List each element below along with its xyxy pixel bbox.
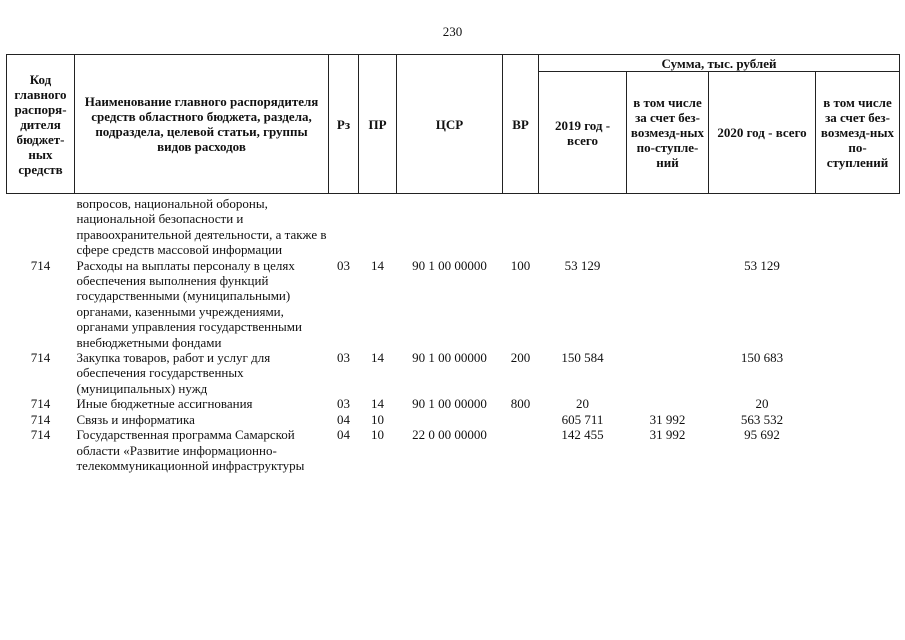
cell-2020-total <box>709 194 816 258</box>
cell-vr <box>503 427 539 473</box>
cell-name: Закупка товаров, работ и услуг для обеспечения государственных (муниципальных) нужд <box>76 350 271 396</box>
cell-rz <box>329 194 359 258</box>
cell-code: 714 <box>30 257 51 273</box>
header-2019-total: 2019 год - всего <box>539 72 627 194</box>
cell-2020-free <box>816 350 900 396</box>
cell-rz: 04 <box>337 411 350 427</box>
cell-2019-total: 605 711 <box>561 411 604 427</box>
cell-code: 714 <box>30 411 51 427</box>
cell-2019-total: 142 455 <box>561 427 604 443</box>
cell-2020-free <box>816 258 900 350</box>
cell-pr: 14 <box>371 396 384 412</box>
cell-2020-total: 53 129 <box>744 257 780 273</box>
cell-rz: 03 <box>337 396 350 412</box>
header-csr: ЦСР <box>397 55 503 194</box>
cell-2020-free <box>816 412 900 427</box>
cell-name: Связь и информатика <box>76 411 195 427</box>
cell-2019-free: 31 992 <box>649 427 686 443</box>
cell-pr: 14 <box>371 257 384 273</box>
cell-2020-total: 20 <box>755 396 769 412</box>
cell-2019-free <box>627 258 709 350</box>
cell-code: 714 <box>30 350 51 366</box>
cell-csr: 90 1 00 00000 <box>412 350 487 366</box>
header-2019-free: в том числе за счет без-возмезд-ных по-ступле-ний <box>627 72 709 194</box>
header-pr: ПР <box>359 55 397 194</box>
table-row <box>7 427 900 473</box>
cell-pr: 10 <box>371 427 384 443</box>
cell-vr: 100 <box>510 257 531 273</box>
cell-code <box>7 194 75 258</box>
cell-pr: 10 <box>371 411 384 427</box>
header-2020-free: в том числе за счет без-возмезд-ных по-ступлений <box>816 72 900 194</box>
table-header <box>7 55 900 194</box>
cell-code: 714 <box>30 396 51 412</box>
cell-2019-free: 31 992 <box>649 411 686 427</box>
cell-rz: 03 <box>337 350 350 366</box>
cell-code: 714 <box>30 427 51 443</box>
cell-2019-total: 20 <box>576 396 589 412</box>
cell-pr: 14 <box>371 350 384 366</box>
table-row <box>7 396 900 411</box>
cell-2020-free <box>816 396 900 411</box>
cell-vr <box>503 412 539 427</box>
cell-csr <box>397 412 503 427</box>
cell-name: Государственная программа Самарской области «Развитие информационно-телекоммуникационной инфраструктуры <box>76 427 305 473</box>
header-sum: Сумма, тыс. рублей <box>539 55 900 72</box>
header-code: Код главного распоря-дителя бюджет-ных средств <box>7 55 75 194</box>
table-row <box>7 194 900 258</box>
cell-csr: 22 0 00 00000 <box>412 427 487 443</box>
budget-table <box>6 54 900 473</box>
cell-name: вопросов, национальной обороны, национальной безопасности и правоохранительной деятельности, а также в сфере средств массовой информации <box>76 196 327 258</box>
cell-2019-free <box>627 350 709 396</box>
cell-csr <box>397 194 503 258</box>
table-row <box>7 258 900 350</box>
page-number: 230 <box>442 24 463 39</box>
cell-2019-free <box>627 396 709 411</box>
cell-2020-free <box>816 427 900 473</box>
cell-vr: 800 <box>510 396 531 412</box>
cell-2019-free <box>627 194 709 258</box>
header-name: Наименование главного распорядителя средств областного бюджета, раздела, подраздела, целевой статьи, группы видов расходов <box>75 55 329 194</box>
cell-2020-total: 95 692 <box>744 427 780 443</box>
cell-pr <box>359 194 397 258</box>
header-2020-total: 2020 год - всего <box>709 72 816 194</box>
cell-vr <box>503 194 539 258</box>
cell-rz: 03 <box>337 257 350 273</box>
cell-name: Расходы на выплаты персоналу в целях обеспечения выполнения функций государственными (муниципальными) органами, казенными учреждениями, органами управления государственными внебюджетными фондами <box>76 257 302 350</box>
cell-2019-total: 53 129 <box>564 257 601 273</box>
header-vr: ВР <box>503 55 539 194</box>
header-rz: Рз <box>329 55 359 194</box>
cell-2019-total <box>539 194 627 258</box>
table-body <box>7 194 900 474</box>
table-row <box>7 350 900 396</box>
table-row <box>7 412 900 427</box>
cell-rz: 04 <box>337 427 350 443</box>
cell-2020-total: 150 683 <box>740 350 784 366</box>
cell-2020-free <box>816 194 900 258</box>
cell-2019-total: 150 584 <box>561 350 604 366</box>
cell-csr: 90 1 00 00000 <box>412 396 487 412</box>
cell-csr: 90 1 00 00000 <box>412 257 487 273</box>
cell-name: Иные бюджетные ассигнования <box>76 396 253 412</box>
cell-2020-total: 563 532 <box>740 411 784 427</box>
cell-vr: 200 <box>510 350 531 366</box>
